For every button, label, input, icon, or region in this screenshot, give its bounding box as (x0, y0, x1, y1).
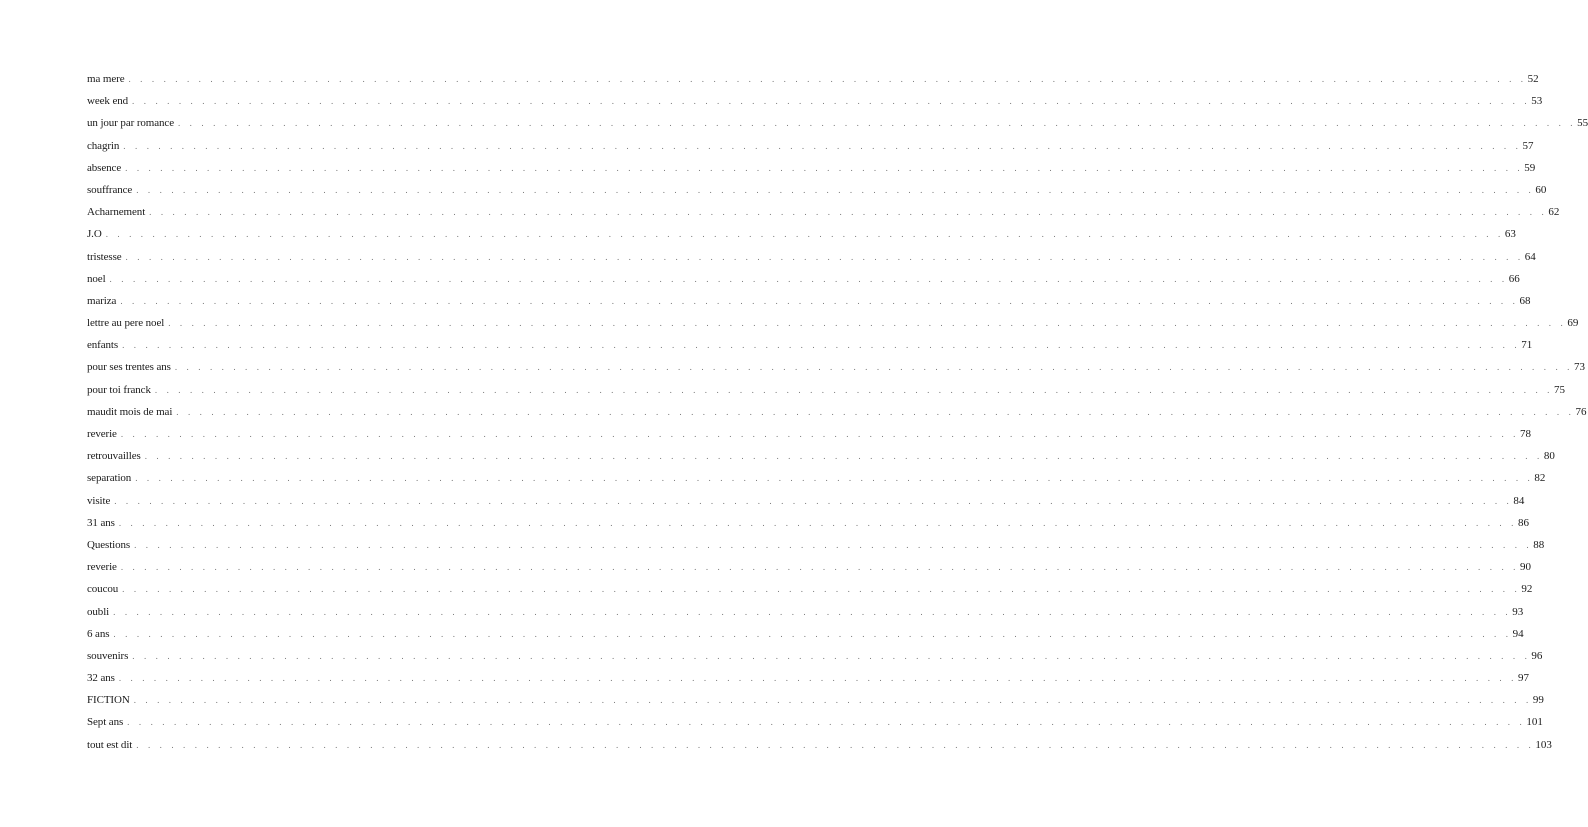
dot-leader: . . . . . . . . . . . . . . . . . . . . . . . . . . . . . . . . . . . . . . . . . . . . . . . . . . . . . . . . . . . . . . . . . . . . . . . . . . . . . . . . . . . . . . . . . . . . . . . . . . . . . . . . . . . . . . . . . . . . . . . . (128, 74, 1527, 84)
toc-entry[interactable] (87, 470, 1546, 492)
dot-leader: . . . . . . . . . . . . . . . . . . . . . . . . . . . . . . . . . . . . . . . . . . . . . . . . . . . . . . . . . . . . . . . . . . . . . . . . . . . . . . . . . . . . . . . . . . . . . . . . . . . . . . . . . . . . . . . . . . . . . . . . (176, 406, 1575, 417)
toc-entry-page-number: 80 (1543, 450, 1555, 463)
toc-entry-page-number: 64 (1524, 250, 1536, 263)
toc-entry-page-number: 96 (1531, 649, 1543, 662)
toc-entry-title: tout est dit (87, 738, 133, 751)
dot-leader: . . . . . . . . . . . . . . . . . . . . . . . . . . . . . . . . . . . . . . . . . . . . . . . . . . . . . . . . . . . . . . . . . . . . . . . . . . . . . . . . . . . . . . . . . . . . . . . . . . . . . . . . . . . . . . . . . . . . . . . . (132, 96, 1531, 107)
dot-leader: . . . . . . . . . . . . . . . . . . . . . . . . . . . . . . . . . . . . . . . . . . . . . . . . . . . . . . . . . . . . . . . . . . . . . . . . . . . . . . . . . . . . . . . . . . . . . . . . . . . . . . . . . . . . . . . . . . . . . . . . (105, 229, 1504, 240)
toc-entry-page-number: 60 (1535, 183, 1547, 196)
toc-entry[interactable] (87, 670, 1529, 692)
dot-leader: . . . . . . . . . . . . . . . . . . . . . . . . . . . . . . . . . . . . . . . . . . . . . . . . . . . . . . . . . . . . . . . . . . . . . . . . . . . . . . . . . . . . . . . . . . . . . . . . . . . . . . . . . . . . . . . . . . . . . . . . (136, 184, 1535, 195)
toc-entry-page-number: 73 (1574, 361, 1585, 374)
toc-entry-page-number: 103 (1535, 738, 1552, 751)
toc-entry[interactable] (87, 515, 1529, 537)
toc-entry[interactable] (87, 737, 1552, 759)
dot-leader: . . . . . . . . . . . . . . . . . . . . . . . . . . . . . . . . . . . . . . . . . . . . . . . . . . . . . . . . . . . . . . . . . . . . . . . . . . . . . . . . . . . . . . . . . . . . . . . . . . . . . . . . . . . . . . . . . . . . . . . . (120, 429, 1519, 439)
toc-entry-title: week end (87, 95, 129, 108)
dot-leader: . . . . . . . . . . . . . . . . . . . . . . . . . . . . . . . . . . . . . . . . . . . . . . . . . . . . . . . . . . . . . . . . . . . . . . . . . . . . . . . . . . . . . . . . . . . . . . . . . . . . . . . . . . . . . . . . . . . . . . . . (127, 717, 1526, 728)
dot-leader: . . . . . . . . . . . . . . . . . . . . . . . . . . . . . . . . . . . . . . . . . . . . . . . . . . . . . . . . . . . . . . . . . . . . . . . . . . . . . . . . . . . . . . . . . . . . . . . . . . . . . . . . . . . . . . . . . . . . . . . . (134, 539, 1533, 550)
toc-entry-page-number: 97 (1517, 672, 1529, 685)
toc-entry[interactable] (87, 404, 1587, 426)
toc-entry-title: oubli (87, 605, 110, 618)
toc-entry[interactable] (87, 581, 1533, 603)
toc-entry-page-number: 63 (1504, 228, 1516, 241)
toc-entry-title: separation (87, 472, 132, 485)
toc-entry[interactable] (87, 692, 1544, 714)
dot-leader: . . . . . . . . . . . . . . . . . . . . . . . . . . . . . . . . . . . . . . . . . . . . . . . . . . . . . . . . . . . . . . . . . . . . . . . . . . . . . . . . . . . . . . . . . . . . . . . . . . . . . . . . . . . . . . . . . . . . . . . . (122, 584, 1521, 595)
toc-entry[interactable] (87, 337, 1533, 359)
toc-entry[interactable] (87, 249, 1536, 271)
dot-leader: . . . . . . . . . . . . . . . . . . . . . . . . . . . . . . . . . . . . . . . . . . . . . . . . . . . . . . . . . . . . . . . . . . . . . . . . . . . . . . . . . . . . . . . . . . . . . . . . . . . . . . . . . . . . . . . . . . . . . . . . (125, 251, 1524, 262)
toc-entry-title: pour toi franck (87, 383, 151, 396)
toc-entry-page-number: 55 (1577, 117, 1588, 130)
toc-entry[interactable] (87, 648, 1543, 670)
toc-entry-title: ma mere (87, 73, 125, 85)
toc-entry-title: J.O (87, 228, 102, 241)
toc-entry-page-number: 66 (1508, 272, 1520, 285)
toc-entry-page-number: 68 (1519, 294, 1531, 307)
dot-leader: . . . . . . . . . . . . . . . . . . . . . . . . . . . . . . . . . . . . . . . . . . . . . . . . . . . . . . . . . . . . . . . . . . . . . . . . . . . . . . . . . . . . . . . . . . . . . . . . . . . . . . . . . . . . . . . . . . . . . . . . (125, 162, 1524, 173)
toc-entry-page-number: 69 (1567, 317, 1579, 330)
toc-entry[interactable] (87, 138, 1534, 160)
toc-entry-title: 32 ans (87, 672, 115, 685)
dot-leader: . . . . . . . . . . . . . . . . . . . . . . . . . . . . . . . . . . . . . . . . . . . . . . . . . . . . . . . . . . . . . . . . . . . . . . . . . . . . . . . . . . . . . . . . . . . . . . . . . . . . . . . . . . . . . . . . . . . . . . . . (113, 606, 1512, 617)
toc-entry-page-number: 84 (1513, 494, 1525, 507)
toc-entry-title: absence (87, 161, 122, 174)
toc-entry-title: maudit mois de mai (87, 405, 173, 418)
toc-entry[interactable] (87, 714, 1543, 736)
dot-leader: . . . . . . . . . . . . . . . . . . . . . . . . . . . . . . . . . . . . . . . . . . . . . . . . . . . . . . . . . . . . . . . . . . . . . . . . . . . . . . . . . . . . . . . . . . . . . . . . . . . . . . . . . . . . . . . . . . . . . . . . (114, 495, 1513, 506)
toc-entry[interactable] (87, 115, 1588, 137)
toc-entry[interactable] (87, 293, 1531, 315)
toc-entry-title: un jour par romance (87, 117, 174, 130)
dot-leader: . . . . . . . . . . . . . . . . . . . . . . . . . . . . . . . . . . . . . . . . . . . . . . . . . . . . . . . . . . . . . . . . . . . . . . . . . . . . . . . . . . . . . . . . . . . . . . . . . . . . . . . . . . . . . . . . . . . . . . . . (132, 650, 1531, 661)
toc-entry-page-number: 62 (1548, 206, 1560, 219)
toc-entry-title: reverie (87, 561, 117, 574)
toc-entry-page-number: 88 (1533, 538, 1545, 551)
toc-entry-page-number: 59 (1524, 161, 1536, 174)
toc-entry[interactable] (87, 426, 1531, 448)
toc-entry[interactable] (87, 382, 1566, 404)
toc-entry-title: enfants (87, 339, 119, 352)
dot-leader: . . . . . . . . . . . . . . . . . . . . . . . . . . . . . . . . . . . . . . . . . . . . . . . . . . . . . . . . . . . . . . . . . . . . . . . . . . . . . . . . . . . . . . . . . . . . . . . . . . . . . . . . . . . . . . . . . . . . . . . . (154, 384, 1554, 395)
toc-entry-page-number: 53 (1531, 95, 1543, 108)
dot-leader: . . . . . . . . . . . . . . . . . . . . . . . . . . . . . . . . . . . . . . . . . . . . . . . . . . . . . . . . . . . . . . . . . . . . . . . . . . . . . . . . . . . . . . . . . . . . . . . . . . . . . . . . . . . . . . . . . . . . . . . . (144, 451, 1543, 462)
toc-entry-page-number: 71 (1521, 339, 1533, 352)
toc-entry[interactable] (87, 537, 1545, 559)
dot-leader: . . . . . . . . . . . . . . . . . . . . . . . . . . . . . . . . . . . . . . . . . . . . . . . . . . . . . . . . . . . . . . . . . . . . . . . . . . . . . . . . . . . . . . . . . . . . . . . . . . . . . . . . . . . . . . . . . . . . . . . . (177, 118, 1577, 129)
toc-entry-title: Acharnement (87, 206, 146, 219)
toc-entry-page-number: 94 (1512, 627, 1524, 640)
toc-entry[interactable] (87, 626, 1524, 648)
toc-entry[interactable] (87, 271, 1520, 293)
dot-leader: . . . . . . . . . . . . . . . . . . . . . . . . . . . . . . . . . . . . . . . . . . . . . . . . . . . . . . . . . . . . . . . . . . . . . . . . . . . . . . . . . . . . . . . . . . . . . . . . . . . . . . . . . . . . . . . . . . . . . . . . (118, 517, 1517, 528)
toc-entry[interactable] (87, 559, 1531, 581)
toc-entry-title: pour ses trentes ans (87, 361, 171, 374)
toc-entry-page-number: 78 (1520, 428, 1531, 440)
toc-entry-title: 6 ans (87, 627, 110, 640)
toc-entry-title: coucou (87, 583, 119, 596)
toc-entry-title: Questions (87, 538, 131, 551)
toc-entry-page-number: 75 (1554, 383, 1566, 396)
toc-entry[interactable] (87, 493, 1525, 515)
toc-entry[interactable] (87, 182, 1547, 204)
toc-entry-title: souvenirs (87, 649, 129, 662)
toc-entry-title: chagrin (87, 139, 120, 152)
dot-leader: . . . . . . . . . . . . . . . . . . . . . . . . . . . . . . . . . . . . . . . . . . . . . . . . . . . . . . . . . . . . . . . . . . . . . . . . . . . . . . . . . . . . . . . . . . . . . . . . . . . . . . . . . . . . . . . . . . . . . . . . (123, 140, 1522, 151)
toc-entry-page-number: 52 (1527, 73, 1539, 85)
toc-entry[interactable] (87, 204, 1560, 226)
toc-entry[interactable] (87, 93, 1543, 115)
table-of-contents (87, 71, 1588, 759)
toc-entry[interactable] (87, 71, 1539, 93)
dot-leader: . . . . . . . . . . . . . . . . . . . . . . . . . . . . . . . . . . . . . . . . . . . . . . . . . . . . . . . . . . . . . . . . . . . . . . . . . . . . . . . . . . . . . . . . . . . . . . . . . . . . . . . . . . . . . . . . . . . . . . . . (120, 562, 1519, 573)
toc-entry-page-number: 86 (1517, 516, 1529, 529)
toc-entry-title: FICTION (87, 694, 130, 707)
dot-leader: . . . . . . . . . . . . . . . . . . . . . . . . . . . . . . . . . . . . . . . . . . . . . . . . . . . . . . . . . . . . . . . . . . . . . . . . . . . . . . . . . . . . . . . . . . . . . . . . . . . . . . . . . . . . . . . . . . . . . . . . (133, 695, 1532, 706)
toc-entry-page-number: 82 (1534, 472, 1546, 485)
toc-entry-page-number: 57 (1522, 139, 1534, 152)
dot-leader: . . . . . . . . . . . . . . . . . . . . . . . . . . . . . . . . . . . . . . . . . . . . . . . . . . . . . . . . . . . . . . . . . . . . . . . . . . . . . . . . . . . . . . . . . . . . . . . . . . . . . . . . . . . . . . . . . . . . . . . . (136, 739, 1535, 750)
dot-leader: . . . . . . . . . . . . . . . . . . . . . . . . . . . . . . . . . . . . . . . . . . . . . . . . . . . . . . . . . . . . . . . . . . . . . . . . . . . . . . . . . . . . . . . . . . . . . . . . . . . . . . . . . . . . . . . . . . . . . . . . (174, 362, 1573, 373)
toc-entry-page-number: 99 (1532, 694, 1544, 707)
dot-leader: . . . . . . . . . . . . . . . . . . . . . . . . . . . . . . . . . . . . . . . . . . . . . . . . . . . . . . . . . . . . . . . . . . . . . . . . . . . . . . . . . . . . . . . . . . . . . . . . . . . . . . . . . . . . . . . . . . . . . . . . (118, 673, 1517, 684)
toc-entry[interactable] (87, 359, 1585, 381)
dot-leader: . . . . . . . . . . . . . . . . . . . . . . . . . . . . . . . . . . . . . . . . . . . . . . . . . . . . . . . . . . . . . . . . . . . . . . . . . . . . . . . . . . . . . . . . . . . . . . . . . . . . . . . . . . . . . . . . . . . . . . . . (122, 340, 1521, 351)
toc-entry-title: reverie (87, 428, 117, 440)
toc-entry-page-number: 90 (1520, 561, 1531, 574)
dot-leader: . . . . . . . . . . . . . . . . . . . . . . . . . . . . . . . . . . . . . . . . . . . . . . . . . . . . . . . . . . . . . . . . . . . . . . . . . . . . . . . . . . . . . . . . . . . . . . . . . . . . . . . . . . . . . . . . . . . . . . . . (113, 628, 1512, 639)
toc-entry[interactable] (87, 315, 1579, 337)
toc-entry[interactable] (87, 448, 1555, 470)
toc-entry-page-number: 92 (1521, 583, 1533, 596)
toc-entry-title: visite (87, 494, 111, 507)
toc-entry-title: mariza (87, 294, 117, 307)
dot-leader: . . . . . . . . . . . . . . . . . . . . . . . . . . . . . . . . . . . . . . . . . . . . . . . . . . . . . . . . . . . . . . . . . . . . . . . . . . . . . . . . . . . . . . . . . . . . . . . . . . . . . . . . . . . . . . . . . . . . . . . . (109, 273, 1508, 284)
toc-entry-page-number: 93 (1512, 605, 1524, 618)
dot-leader: . . . . . . . . . . . . . . . . . . . . . . . . . . . . . . . . . . . . . . . . . . . . . . . . . . . . . . . . . . . . . . . . . . . . . . . . . . . . . . . . . . . . . . . . . . . . . . . . . . . . . . . . . . . . . . . . . . . . . . . . (168, 318, 1567, 329)
toc-entry-title: souffrance (87, 183, 133, 196)
toc-entry-page-number: 76 (1575, 405, 1587, 418)
toc-entry[interactable] (87, 604, 1524, 626)
toc-entry-title: 31 ans (87, 516, 115, 529)
toc-entry[interactable] (87, 160, 1536, 182)
dot-leader: . . . . . . . . . . . . . . . . . . . . . . . . . . . . . . . . . . . . . . . . . . . . . . . . . . . . . . . . . . . . . . . . . . . . . . . . . . . . . . . . . . . . . . . . . . . . . . . . . . . . . . . . . . . . . . . . . . . . . . . . (120, 295, 1519, 306)
dot-leader: . . . . . . . . . . . . . . . . . . . . . . . . . . . . . . . . . . . . . . . . . . . . . . . . . . . . . . . . . . . . . . . . . . . . . . . . . . . . . . . . . . . . . . . . . . . . . . . . . . . . . . . . . . . . . . . . . . . . . . . . (135, 473, 1534, 484)
toc-entry-title: noel (87, 272, 106, 285)
dot-leader: . . . . . . . . . . . . . . . . . . . . . . . . . . . . . . . . . . . . . . . . . . . . . . . . . . . . . . . . . . . . . . . . . . . . . . . . . . . . . . . . . . . . . . . . . . . . . . . . . . . . . . . . . . . . . . . . . . . . . . . . (149, 207, 1548, 218)
toc-entry[interactable] (87, 226, 1516, 248)
toc-entry-title: Sept ans (87, 716, 124, 729)
toc-entry-page-number: 101 (1526, 716, 1543, 729)
toc-entry-title: retrouvailles (87, 450, 141, 463)
toc-entry-title: tristesse (87, 250, 122, 263)
toc-entry-title: lettre au pere noel (87, 317, 165, 330)
